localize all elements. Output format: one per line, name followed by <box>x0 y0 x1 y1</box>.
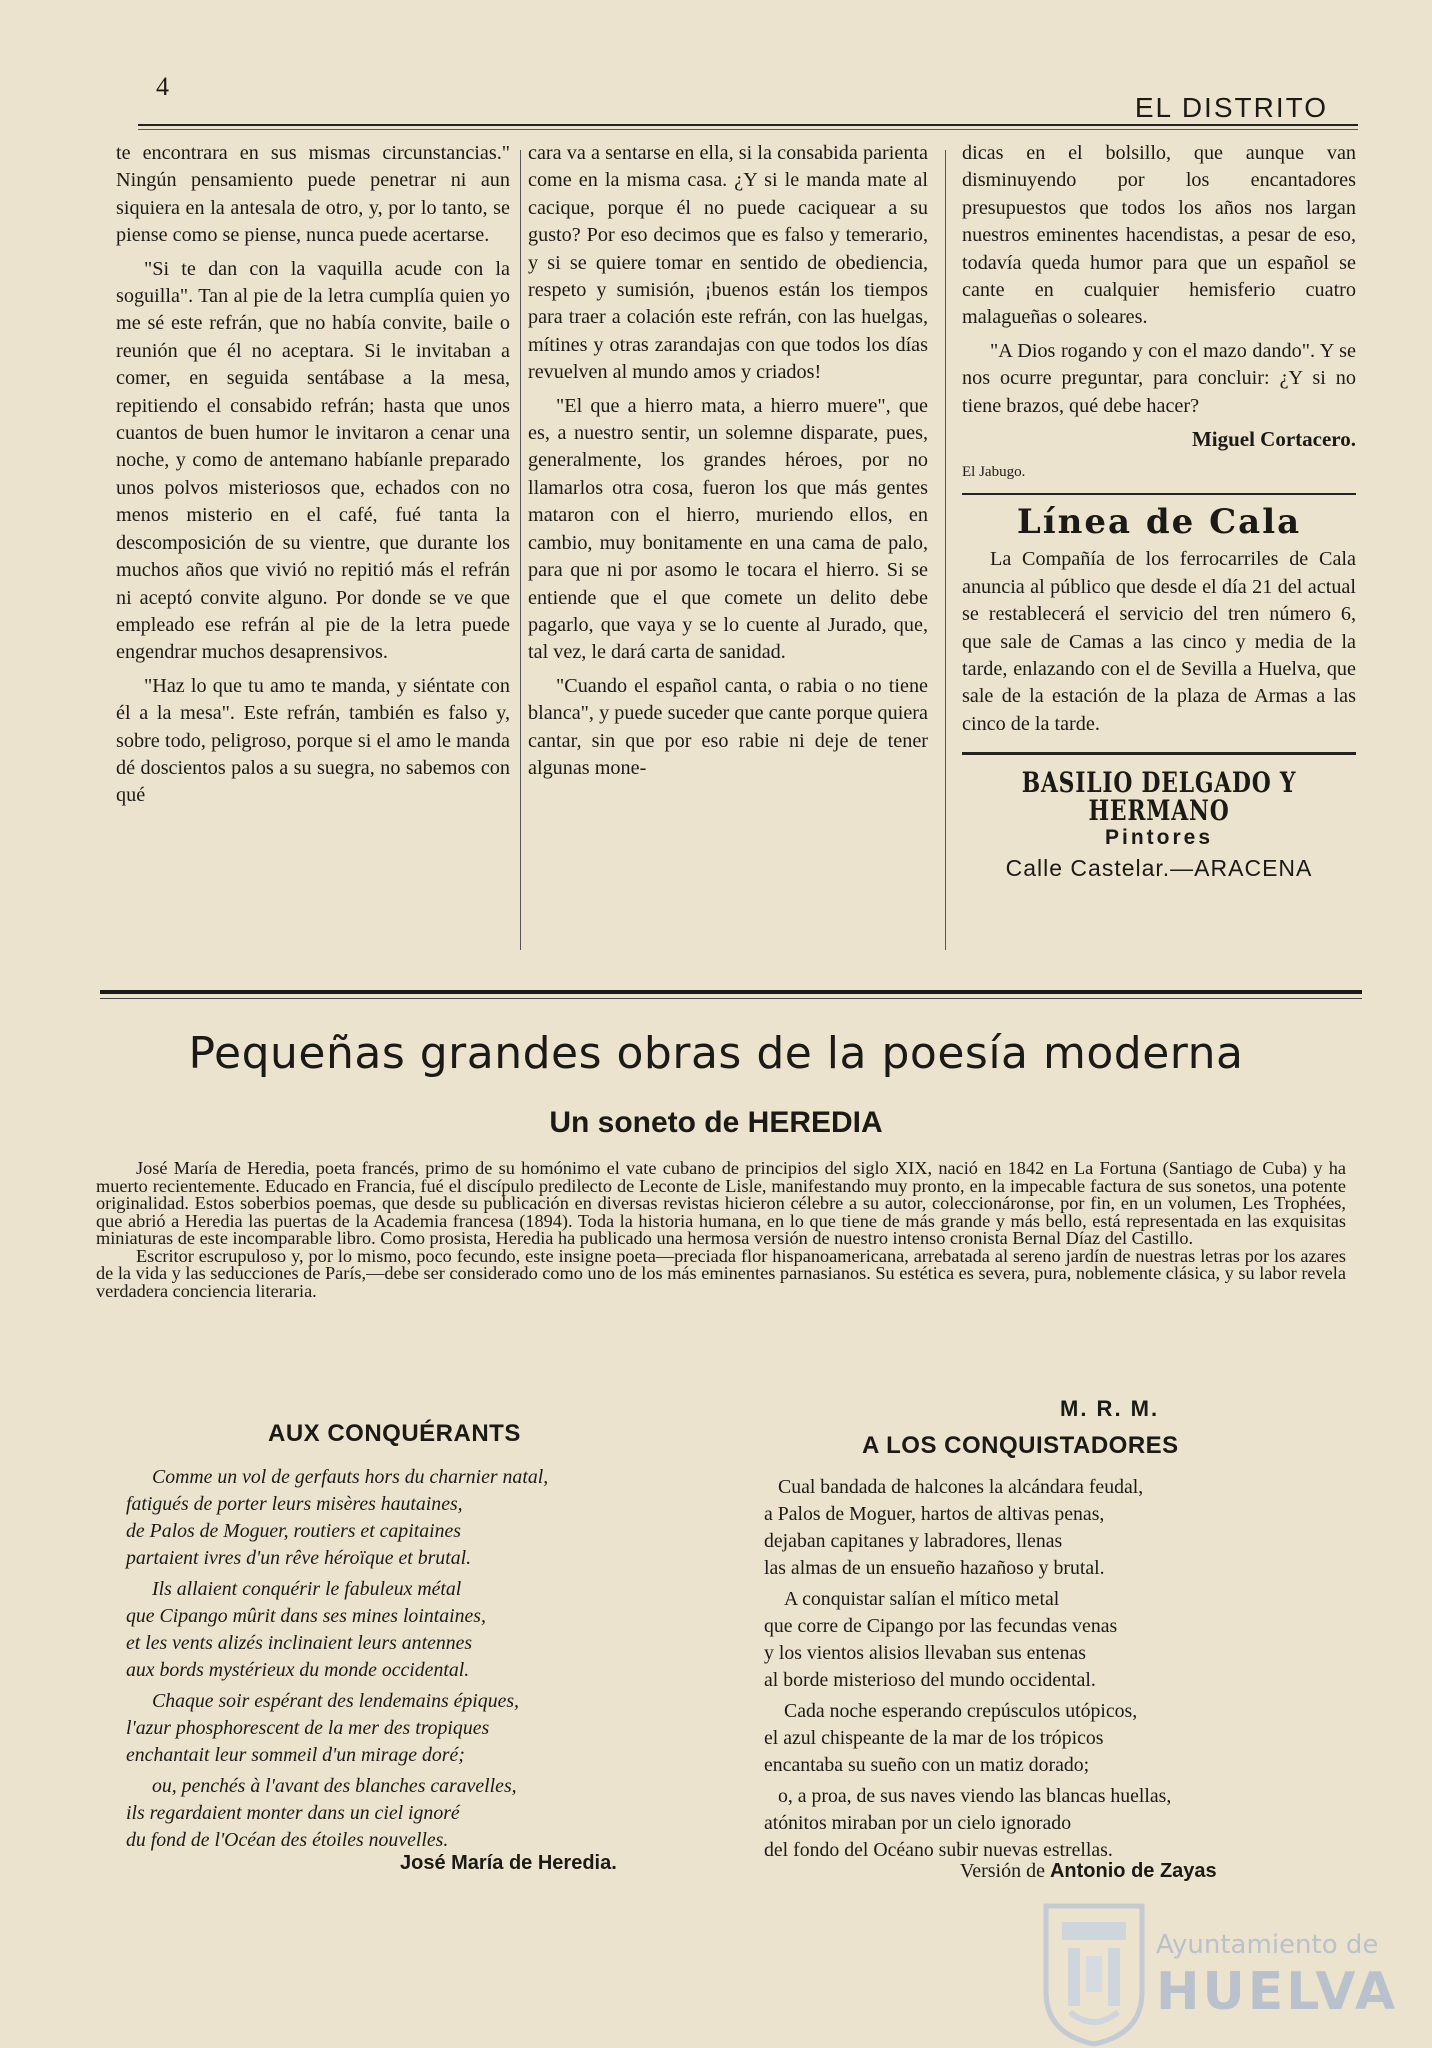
poem-line: dejaban capitanes y labradores, llenas <box>764 1530 1063 1552</box>
poem-line: A conquistar salían el mítico metal <box>784 1588 1060 1610</box>
poem-translation-credit <box>960 1860 1217 1883</box>
article-paragraph: "El que a hierro mata, a hierro muere", que es, a nuestro sentir, un solemne disparate, pues, generalmente, los grandes héroes, por no llamarlos otra cosa, fueron los que más gentes mataron con el hierro, muriendo ellos, en cambio, muy bonitamente en una cama de palo, para que ni por asomo le tocara el hierro. Si se entiende que el que comete un delito debe pagarlo, que vaya y se lo cuente al Jurado, que, tal vez, le dará carta de sanidad. <box>528 394 928 664</box>
poem-title-spanish: A LOS CONQUISTADORES <box>862 1432 1179 1459</box>
article-paragraph: "Si te dan con la vaquilla acude con la soguilla". Tan al pie de la letra cumplía quien yo me sé este refrán, que no había convite, baile o reunión que él no aceptara. Si le invitaban a comer, en seguida sentábase a la mesa, repitiendo el consabido refrán; hasta que unos cuantos de buen humor le invitaron a cenar una noche, y como de antemano habíanle preparado unos polvos misteriosos que, echados con no menos misterio en el café, fué tanta la descomposición de su vientre, que durante los muchos años que vivió no repitió más el refrán ni aceptó convite alguno. Por donde se ve que empleado ese refrán al pie de la letra puede engendrar muchos desaprensivos. <box>116 257 510 664</box>
article-column-2 <box>528 140 928 788</box>
advertisement <box>962 766 1356 883</box>
poem-line: a Palos de Moguer, hartos de altivas penas, <box>764 1503 1105 1525</box>
poem-line: ils regardaient monter dans un ciel ignoré <box>126 1802 460 1824</box>
article-signature: Miguel Cortacero. <box>1191 427 1356 452</box>
poem-stanza <box>126 1688 548 1769</box>
column-divider <box>520 150 521 950</box>
poem-line: ou, penchés à l'avant des blanches caravelles, <box>152 1775 517 1797</box>
poem-stanza <box>764 1698 1171 1779</box>
poem-line: Chaque soir espérant des lendemains épiques, <box>152 1690 520 1712</box>
poem-stanza <box>126 1464 548 1572</box>
notice-title: Línea de Cala <box>1016 501 1302 542</box>
poem-line: las almas de un ensueño hazañoso y brutal. <box>764 1557 1105 1579</box>
poem-line: o, a proa, de sus naves viendo las blancas huellas, <box>778 1785 1172 1807</box>
article-paragraph: "A Dios rogando y con el mazo dando". Y se nos ocurre preguntar, para concluir: ¿Y si no tiene brazos, qué debe hacer? <box>962 339 1356 417</box>
intro-paragraph: Escritor escrupuloso y, por lo mismo, poco fecundo, este insigne poeta—preciada flor hispanoamericana, arrebatada al sereno jardín de nuestras letras por los azares de la vida y las seducciones de París,—debe ser considerado como uno de los más eminentes parnasianos. Su estética es severa, pura, noblemente clásica, y su labor revela verdadera conciencia literaria. <box>96 1245 1346 1301</box>
section-rule <box>100 990 1362 994</box>
poem-line: Comme un vol de gerfauts hors du charnier natal, <box>152 1466 549 1488</box>
watermark-line-2: HUELVA <box>1156 1962 1399 2022</box>
intro-text <box>96 1160 1346 1300</box>
poem-line: el azul chispeante de la mar de los trópicos <box>764 1727 1104 1749</box>
intro-initials: M. R. M. <box>1060 1396 1160 1421</box>
poem-line: encantaba su sueño con un matiz dorado; <box>764 1754 1090 1776</box>
newspaper-name: EL DISTRITO <box>1134 92 1328 123</box>
notice-body: La Compañía de los ferrocarriles de Cala anuncia al público que desde el día 21 del actual se restablecerá el servicio del tren número 6, que sale de Camas a las cinco y media de la tarde, enlazando con el de Sevilla a Huelva, que sale de la estación de la plaza de Armas a las cinco de la tarde. <box>962 548 1356 735</box>
section-title: Pequeñas grandes obras de la poesía moderna <box>188 1028 1244 1079</box>
poem-stanza <box>764 1474 1171 1582</box>
ad-business-name: BASILIO DELGADO Y HERMANO <box>1021 766 1297 827</box>
intro-paragraph: José María de Heredia, poeta francés, primo de su homónimo el vate cubano de principios del siglo XIX, nació en 1842 en La Fortuna (Santiago de Cuba) y ha muerto recientemente. Educado en Francia, fué el discípulo predilecto de Leconte de Lisle, manifestando muy pronto, en la impecable factura de sus sonetos, una potente originalidad. Estos soberbios poemas, que desde su publicación en diversas revistas hicieron célebre a su autor, coleccionáronse, por fin, en un volumen, Les Trophées, que abrió a Heredia las puertas de la Academia francesa (1894). Toda la historia humana, en lo que tiene de más grande y más bello, está representada en las exquisitas miniaturas de este incomparable libro. Como prosista, Heredia ha publicado una hermosa versión de nuestro intenso cronista Bernal Díaz del Castillo. <box>96 1158 1346 1248</box>
poem-stanza <box>764 1783 1171 1864</box>
poem-line: l'azur phosphorescent de la mer des tropiques <box>126 1717 490 1739</box>
poem-line: aux bords mystérieux du monde occidental. <box>126 1659 470 1681</box>
poem-line: que corre de Cipango por las fecundas venas <box>764 1615 1118 1637</box>
poem-line: atónitos miraban por un cielo ignorado <box>764 1812 1072 1834</box>
notice-rule <box>962 493 1356 495</box>
article-column-3 <box>962 140 1356 883</box>
article-paragraph: te encontrara en sus mismas circunstancias." Ningún pensamiento puede penetrar ni aun siquiera en la antesala de otro, y, por lo tanto, se piense como se piense, nunca puede acertarse. <box>116 142 510 247</box>
ad-address: Calle Castelar.—ARACENA <box>1005 855 1313 882</box>
poem-line: fatigués de porter leurs misères hautaines, <box>126 1493 463 1515</box>
header-rule <box>138 124 1358 126</box>
watermark-line-1: Ayuntamiento de <box>1156 1930 1379 1960</box>
poem-line: al borde misterioso del mundo occidental. <box>764 1669 1096 1691</box>
poem-stanza <box>764 1586 1171 1694</box>
poem-line: del fondo del Océano subir nuevas estrellas. <box>764 1839 1113 1861</box>
poem-spanish <box>764 1474 1171 1868</box>
translator-name: Antonio de Zayas <box>1049 1860 1217 1882</box>
poem-line: Cual bandada de halcones la alcándara feudal, <box>778 1476 1144 1498</box>
translation-label: Versión de <box>960 1860 1045 1882</box>
ad-rule <box>962 752 1356 755</box>
poem-title-french: AUX CONQUÉRANTS <box>268 1420 521 1447</box>
header-rule-thin <box>138 129 1358 130</box>
poem-line: du fond de l'Océan des étoiles nouvelles. <box>126 1829 449 1851</box>
article-paragraph: dicas en el bolsillo, que aunque van disminuyendo por los encantadores presupuestos que todos los años nos largan nuestros eminentes hacendistas, a pesar de eso, todavía queda humor para que un español se cante en cualquier hemisferio cuatro malagueñas o soleares. <box>962 142 1356 329</box>
poem-stanza <box>126 1773 548 1854</box>
poem-line: que Cipango mûrit dans ses mines lointaines, <box>126 1605 486 1627</box>
section-rule-thin <box>100 998 1362 999</box>
poem-line: Ils allaient conquérir le fabuleux métal <box>152 1578 462 1600</box>
section-subtitle: Un soneto de HEREDIA <box>549 1106 883 1139</box>
poem-line: y los vientos alisios llevaban sus entenas <box>764 1642 1086 1664</box>
poem-author: José María de Heredia. <box>400 1852 617 1874</box>
poem-line: enchantait leur sommeil d'un mirage doré; <box>126 1744 465 1766</box>
article-place: El Jabugo. <box>962 464 1026 481</box>
city-shield-icon <box>1040 1900 1148 2048</box>
article-paragraph: cara va a sentarse en ella, si la consabida parienta come en la misma casa. ¿Y si le manda mate al cacique, porque él no puede caciquear a su gusto? Por eso decimos que es falso y temerario, y si se quiere tomar en sentido de obediencia, respeto y sumisión, ¡buenos están los tiempos para traer a colación este refrán, con las huelgas, mítines y otras zarandajas con que todos los días revuelven al mundo amos y criados! <box>528 142 928 384</box>
article-column-1 <box>116 140 510 816</box>
poem-line: et les vents alizés inclinaient leurs antennes <box>126 1632 473 1654</box>
poem-line: Cada noche esperando crepúsculos utópicos, <box>784 1700 1138 1722</box>
poem-french <box>126 1464 548 1858</box>
page-number: 4 <box>156 72 169 101</box>
poem-line: de Palos de Moguer, routiers et capitaines <box>126 1520 461 1542</box>
article-paragraph: "Cuando el español canta, o rabia o no tiene blanca", y puede suceder que cante porque quiera cantar, sin que por eso rabie ni deje de tener algunas mone- <box>528 674 928 779</box>
column-divider <box>945 150 946 950</box>
ad-trade: Pintores <box>1104 825 1214 849</box>
poem-line: partaient ivres d'un rêve héroïque et brutal. <box>126 1547 472 1569</box>
poem-stanza <box>126 1576 548 1684</box>
article-paragraph: "Haz lo que tu amo te manda, y siéntate con él a la mesa". Este refrán, también es falso y, sobre todo, peligroso, porque si el amo le manda dé doscientos palos a su suegra, no sabemos con qué <box>116 674 510 807</box>
